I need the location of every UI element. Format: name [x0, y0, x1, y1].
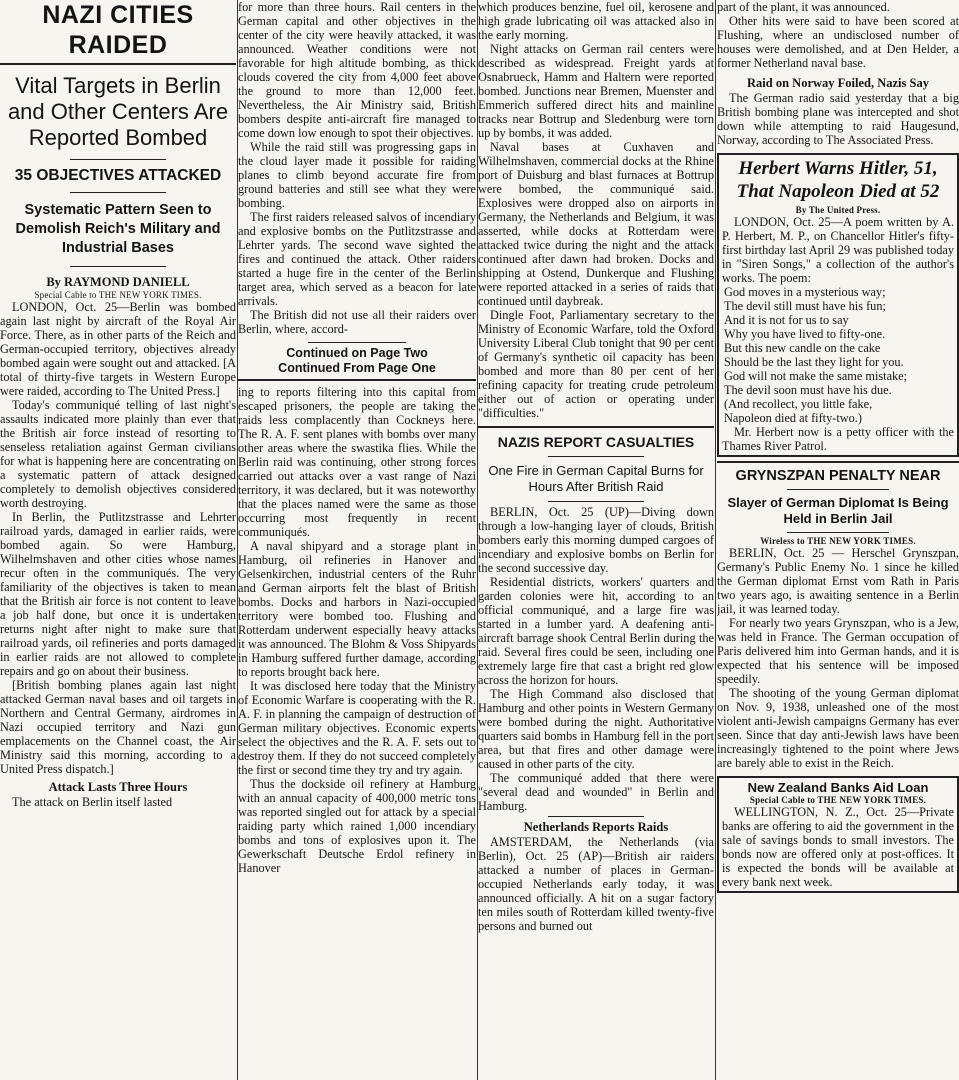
grynszpan-credit: Wireless to THE NEW YORK TIMES. — [760, 536, 916, 546]
continued-from: Continued From Page One — [278, 361, 436, 375]
poem-line: But this new candle on the cake — [724, 341, 881, 355]
paragraph: WELLINGTON, N. Z., Oct. 25—Private banks are offering to aid the government in the sale of savings bonds to small investors. The bonds now are offered only at post-offices. It is expected the bonds will be available at every bank next week. — [722, 805, 954, 889]
poem-line: The devil still must have his fun; — [724, 299, 886, 313]
paragraph: The attack on Berlin itself lasted — [12, 795, 173, 809]
paragraph: Naval bases at Cuxhaven and Wilhelmshaven, commercial docks at the Rhine port of Duisburg and blast furnaces at Bottrup were bombed, the communiqué said. Explosives were dropped also on airports in Germany, the Netherlands and Belgium, it was asserted, while docks at Rotterdam were attacked twice during the night and the attack continued after dawn had broken. Docks and shipping at Ostend, Dunkerque and Flushing were reported attacked in a series of raids that continued until daybreak. — [478, 140, 714, 308]
poem-line: God moves in a mysterious way; — [724, 285, 886, 299]
column-rule — [715, 0, 716, 1080]
poem-line: God will not make the same mistake; — [724, 369, 908, 383]
paragraph: [British bombing planes again last night attacked German naval bases and oil targets in Northern and Central Germany, airdromes in Nazi occupied territory and Nazi gun emplacements on the Channel coast, the Air Ministry said this morning, according to a United Press dispatch.] — [0, 678, 236, 776]
divider — [548, 456, 644, 457]
paragraph: In Berlin, the Putlitzstrasse and Lehrter railroad yards, damaged in earlier raids, were bombed again. So were Hamburg, Wilhelmshaven and other cities whose names recur often in the communiqués. The very familiarity of the objectives is taken to mean that the British air force is not content to leave a job half done, but once it is undertaken returns night after night to make sure that railroad yards, oil refineries and ports damaged in earlier raids are not allowed to complete repairs and go on about their business. — [0, 510, 236, 678]
paragraph: AMSTERDAM, the Netherlands (via Berlin), Oct. 25 (AP)—British air raiders attacked a number of places in German-occupied Netherlands early today, it was announced officially. A hit on a sugar factory ten miles south of Rotterdam killed twenty-five persons and burned out — [478, 835, 714, 933]
paragraph: A naval shipyard and a storage plant in Hamburg, oil refineries in Hanover and Gelsenkirchen, industrial centers of the Ruhr and German airports felt the blast of British bombs. Docks and harbors in Nazi-occupied territory were bombed too. Flushing and Rotterdam underwent especially heavy attacks it was announced. The Blohm & Voss Shipyards in Hamburg suffered further damage, according to reports brought back here. — [238, 539, 476, 679]
paragraph: Dingle Foot, Parliamentary secretary to the Ministry of Economic Warfare, told the Oxford University Liberal Club tonight that 90 per cent of Germany's synthetic oil capacity has been bombed and more than 80 per cent of her refining capacity for treating crude petroleum either out of action or operating under "difficulties." — [478, 308, 714, 420]
new-zealand-headline: New Zealand Banks Aid Loan — [747, 780, 929, 795]
paragraph: part of the plant, it was announced. — [717, 0, 890, 14]
divider — [478, 426, 714, 428]
subhead: Attack Lasts Three Hours — [48, 780, 188, 794]
poem-line: (And recollect, you little fake, — [724, 397, 873, 411]
paragraph: The shooting of the young German diplomat on Nov. 9, 1938, unleashed one of the most violent anti-Jewish campaigns Germany has ever seen. Since that day anti-Jewish laws have been increasingly tightened to the point where Jews are barely able to exist in the Reich. — [717, 686, 959, 770]
divider — [70, 266, 166, 267]
paragraph: For nearly two years Grynszpan, who is a Jew, was held in France. The German occupation of Paris delivered him into German hands, and it is expected that his sentence will be imposed speedily. — [717, 616, 959, 686]
paragraph: It was disclosed here today that the Ministry of Economic Warfare is cooperating with the R. A. F. in planning the campaign of destruction of German military objectives. Economic experts select the objectives and the R. A. F. sets out to destroy them. If they do not succeed completely the first or second time they try and try again. — [238, 679, 476, 777]
divider — [787, 489, 889, 490]
herbert-headline: Herbert Warns Hitler, 51, That Napoleon Died at 52 — [736, 158, 940, 202]
byline: By RAYMOND DANIELL — [46, 275, 190, 289]
herbert-byline: By The United Press. — [795, 205, 881, 215]
paragraph: ing to reports filtering into this capital from escaped prisoners, the people are taking the raids less complacently than Cockneys here. The R. A. F. sent planes with bombs over many other areas where the swastika flies. While the Berlin raid was continuing, other strong forces carried out attacks over a vast range of Nazi territory, it was declared, but it was noteworthy that the places named were the same as those occurring most frequently in recent communiqués. — [238, 385, 476, 539]
divider — [238, 379, 476, 381]
poem-line: The devil soon must have his due. — [724, 383, 892, 397]
paragraph: While the raid still was progressing gaps in the cloud layer made it possible for raiding planes to climb beyond accurate fire from ground batteries and still see what they were bombing. — [238, 140, 476, 210]
column-2 — [238, 0, 476, 1080]
divider — [548, 501, 644, 502]
column-4 — [717, 0, 959, 1080]
divider — [717, 461, 959, 463]
main-headline: NAZI CITIES RAIDED — [42, 1, 194, 59]
herbert-box — [717, 153, 959, 457]
paragraph: for more than three hours. Rail centers in the German capital and other objectives in the center of the city were heavily attacked, it was announced. Weather conditions were not favorable for high altitude bombing, as thick clouds covered the city from 4,000 feet above the ground to more than 12,000 feet. Nevertheless, the Air Ministry said, British bombers despite anti-aircraft fire managed to come down low enough to spot their objectives. — [238, 0, 476, 140]
poem-line: Should be the last they light for you. — [724, 355, 904, 369]
divider — [70, 192, 166, 193]
poem-line: Napoleon died at fifty-two.) — [724, 411, 862, 425]
paragraph: LONDON, Oct. 25—Berlin was bombed again last night by aircraft of the Royal Air Force. There, as in other parts of the Reich and German-occupied territory, objectives already bombed again were sought out and attacked. [A total of thirty-five targets in Western Europe were raided, according to The United Press.] — [0, 300, 236, 398]
paragraph: The first raiders released salvos of incendiary and explosive bombs on the Putlitzstrasse and Lehrter yards. The second wave sighted the fires and continued the attack. Other raiders started a huge fire in the center of the Berlin target area, which served as a beacon for late arrivals. — [238, 210, 476, 308]
divider — [308, 342, 406, 343]
new-zealand-credit: Special Cable to THE NEW YORK TIMES. — [749, 795, 927, 805]
column-1 — [0, 0, 236, 1080]
paragraph: The German radio said yesterday that a big British bombing plane was intercepted and shot down while attempting to raid Haugesund, Norway, according to The Associated Press. — [717, 91, 959, 147]
paragraph: The communiqué added that there were "several dead and wounded" in Berlin and Hamburg. — [478, 771, 714, 813]
paragraph: BERLIN, Oct. 25 — Herschel Grynszpan, Germany's Public Enemy No. 1 since he killed the German diplomat Ernst vom Rath in Paris two years ago, is awaiting sentence in a Berlin jail, it was learned today. — [717, 546, 959, 616]
divider — [787, 532, 889, 533]
poem-line: Why you have lived to fifty-one. — [724, 327, 886, 341]
headline-casualties: NAZIS REPORT CASUALTIES — [497, 434, 695, 450]
paragraph: Other hits were said to have been scored at Flushing, where an undisclosed number of houses were demolished, and at Den Helder, a former Netherland naval base. — [717, 14, 959, 70]
divider — [70, 159, 166, 160]
new-zealand-box — [717, 776, 959, 893]
paragraph: Today's communiqué telling of last night's assaults indicated more plainly than ever that the British air force instead of resorting to senseless retaliation against German civilians for what is happening here are concentrating on a systematic pattern of attack designed completely to demolish objectives considered worth destroying. — [0, 398, 236, 510]
poem-line: And it is not for us to say — [724, 313, 849, 327]
paragraph: Residential districts, workers' quarters and garden colonies were hit, according to an official communiqué, and a large fire was started in a lumber yard. A deafening anti-aircraft barrage shook Central Berlin during the raid. Several fires could be seen, including one extremely large fire that cast a bright red glow across the horizon for hours. — [478, 575, 714, 687]
deck-casualties: One Fire in German Capital Burns for Hours After British Raid — [488, 463, 704, 494]
subhead-netherlands: Netherlands Reports Raids — [523, 820, 669, 834]
grynszpan-headline: GRYNSZPAN PENALTY NEAR — [735, 468, 941, 484]
paragraph: BERLIN, Oct. 25 (UP)—Diving down through a low-hanging layer of clouds, British bombers early this morning dumped cargoes of incendiary and explosive bombs on Berlin for the second successive day. — [478, 505, 714, 575]
credit-line: Special Cable to THE NEW YORK TIMES. — [34, 290, 202, 300]
paragraph: Night attacks on German rail centers were described as widespread. Freight yards at Osnabrueck, Hamm and Haltern were reported bombed. Junctions near Bremen, Muenster and Emmerich suffered direct hits and mainline tracks near Bottrup and Sledenburg were torn up by bombs, it was added. — [478, 42, 714, 140]
paragraph: The High Command also disclosed that Hamburg and other points in Western Germany were bombed during the night. Authoritative quarters said bombs in Hamburg fell in the port area, but that fires and other damage were caused in other parts of the city. — [478, 687, 714, 771]
deck-2: 35 OBJECTIVES ATTACKED — [14, 167, 222, 184]
paragraph: Thus the dockside oil refinery at Hamburg with an annual capacity of 400,000 metric tons was reported singled out for attack by a special raiding party which rained 1,000 incendiary bombs and tons of explosives upon it. The Gewerkschaft Deutsche Erdol refinery in Hanover — [238, 777, 476, 875]
grynszpan-deck: Slayer of German Diplomat Is Being Held in Berlin Jail — [727, 495, 949, 526]
poem — [722, 285, 954, 425]
paragraph: Mr. Herbert now is a petty officer with the Thames River Patrol. — [722, 425, 954, 453]
column-3 — [478, 0, 714, 1080]
divider — [0, 63, 236, 65]
divider — [548, 816, 644, 817]
subhead-norway: Raid on Norway Foiled, Nazis Say — [747, 76, 929, 90]
continued-on: Continued on Page Two — [286, 346, 428, 360]
paragraph: which produces benzine, fuel oil, kerosene and high grade lubricating oil was attacked also in the early morning. — [478, 0, 714, 42]
deck-1: Vital Targets in Berlin and Other Centers Are Reported Bombed — [7, 73, 229, 150]
paragraph: LONDON, Oct. 25—A poem written by A. P. Herbert, M. P., on Chancellor Hitler's fifty-first birthday last April 29 was published today in "Siren Songs," a collection of the author's works. The poem: — [722, 215, 954, 285]
deck-3: Systematic Pattern Seen to Demolish Reich's Military and Industrial Bases — [15, 202, 221, 256]
paragraph: The British did not use all their raiders over Berlin, where, accord- — [238, 308, 476, 336]
